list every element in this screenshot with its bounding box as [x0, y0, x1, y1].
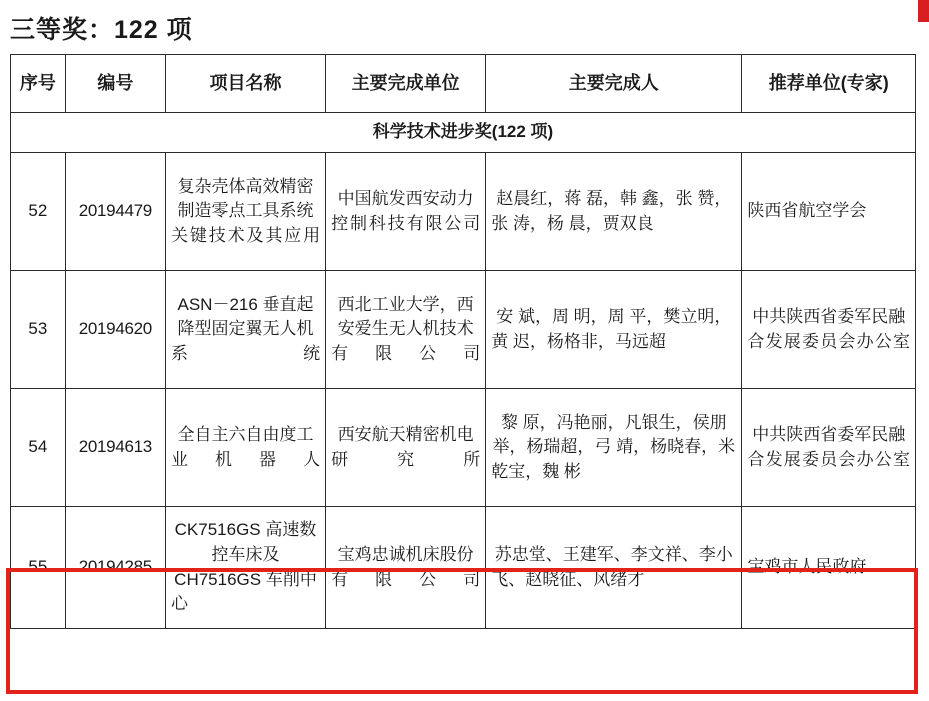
column-header-no: 序号	[11, 55, 66, 113]
cell-recommender: 宝鸡市人民政府	[742, 507, 916, 629]
table-header-row	[11, 55, 916, 113]
table-header	[11, 55, 916, 113]
column-header-project: 项目名称	[165, 55, 325, 113]
cell-people: 安 斌，周 明，周 平，樊立明，黄 迟，杨格非，马远超	[486, 271, 742, 389]
cell-unit: 西安航天精密机电研究所	[326, 389, 486, 507]
cell-recommender: 陕西省航空学会	[742, 153, 916, 271]
cell-code: 20194285	[65, 507, 165, 629]
corner-mark	[918, 0, 929, 22]
award-table	[10, 54, 916, 629]
column-header-unit: 主要完成单位	[326, 55, 486, 113]
cell-recommender: 中共陕西省委军民融合发展委员会办公室	[742, 271, 916, 389]
cell-project: CK7516GS 高速数控车床及CH7516GS 车削中心	[165, 507, 325, 629]
cell-no: 54	[11, 389, 66, 507]
cell-code: 20194620	[65, 271, 165, 389]
cell-code: 20194479	[65, 153, 165, 271]
cell-unit: 宝鸡忠诚机床股份有限公司	[326, 507, 486, 629]
cell-no: 52	[11, 153, 66, 271]
column-header-recommender: 推荐单位(专家)	[742, 55, 916, 113]
page-title: 三等奖：122 项	[10, 16, 193, 44]
cell-unit: 西北工业大学，西安爱生无人机技术有限公司	[326, 271, 486, 389]
cell-code: 20194613	[65, 389, 165, 507]
table-body	[11, 113, 916, 629]
cell-project: 全自主六自由度工业机器人	[165, 389, 325, 507]
table-row	[11, 507, 916, 629]
table-section-label: 科学技术进步奖(122 项)	[11, 113, 916, 153]
cell-project: ASN－216 垂直起降型固定翼无人机系统	[165, 271, 325, 389]
cell-recommender: 中共陕西省委军民融合发展委员会办公室	[742, 389, 916, 507]
column-header-code: 编号	[65, 55, 165, 113]
table-row	[11, 271, 916, 389]
cell-no: 55	[11, 507, 66, 629]
cell-people: 苏忠堂、王建军、李文祥、李小飞、赵晓征、风绪才	[486, 507, 742, 629]
column-header-people: 主要完成人	[486, 55, 742, 113]
cell-unit: 中国航发西安动力控制科技有限公司	[326, 153, 486, 271]
cell-people: 黎 原，冯艳丽，凡银生，侯朋举，杨瑞超，弓 靖，杨晓春，米乾宝，魏 彬	[486, 389, 742, 507]
cell-project: 复杂壳体高效精密制造零点工具系统关键技术及其应用	[165, 153, 325, 271]
table-row	[11, 389, 916, 507]
table-section-row	[11, 113, 916, 153]
table-row	[11, 153, 916, 271]
cell-people: 赵晨红，蒋 磊，韩 鑫，张 赞，张 涛，杨 晨，贾双良	[486, 153, 742, 271]
cell-no: 53	[11, 271, 66, 389]
